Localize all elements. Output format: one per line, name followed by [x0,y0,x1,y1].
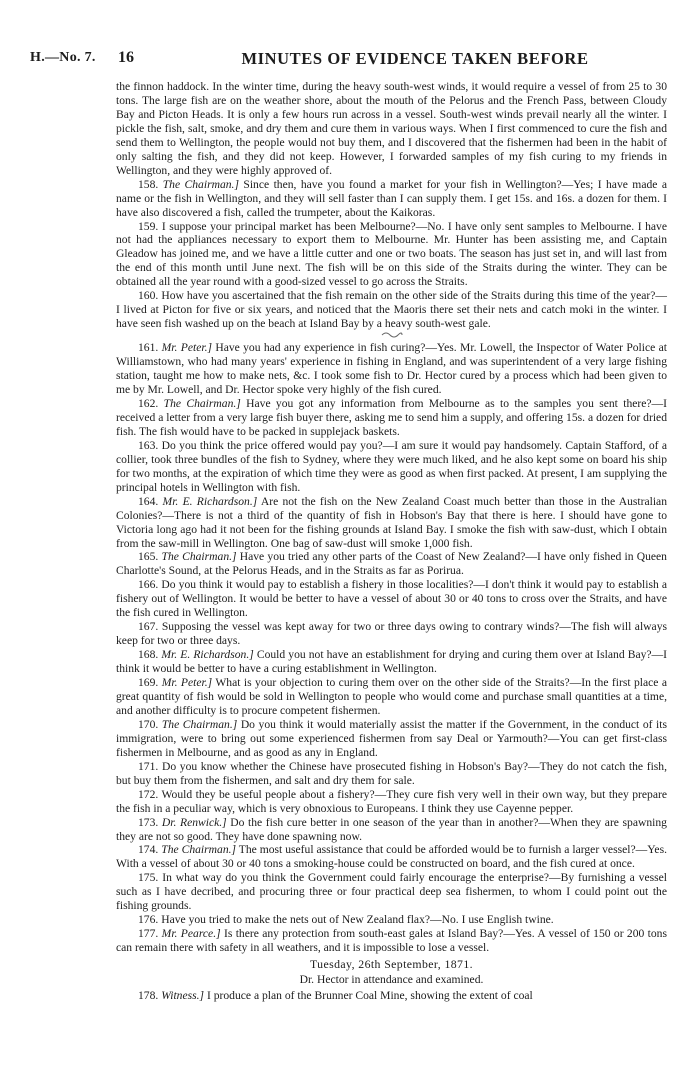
paragraph-text: Do you think it would pay to establish a fishery in those localities?—I don't think it would pay to establish a fishery out of Wellington. It would be better to have a vessel of about 30 or 40 tons to cross over the Straits, and have the fish cured in Wellington. [116,578,667,620]
paragraph-number: 176. [138,913,159,927]
paragraph-text: Are not the fish on the New Zealand Coast much better than those in the Australian Colonies?—There is not a third of the quantity of fish in Hobson's Bay that there is here. I should have gone to Victoria long ago had it not been for the fishing grounds at Island Bay. I smoke the fish with saw-dust, which I obtain from the saw-mill in Wellington. One bag of saw-dust will smoke 1,000 fish. [116,494,667,550]
evidence-paragraph [116,178,667,220]
evidence-paragraph [116,718,667,760]
paragraph-number: 163. [138,438,159,452]
speaker: Mr. Peter.] [161,676,213,690]
evidence-paragraph [116,871,667,913]
paragraph-text: The most useful assistance that could be afforded would be to furnish a larger vessel?—Yes. With a vessel of about 30 or 40 tons a smoking-house could be constructed on board, and the fish cured at once. [116,843,667,871]
paragraph-text: Would they be useful people about a fishery?—They cure fish very well in their own way, but they prepare the fish in a peculiar way, which is very obnoxious to Europeans. I think they use Cayenne pepper. [116,787,667,815]
speaker: Witness.] [161,989,205,1002]
speaker: The Chairman.] [163,396,241,410]
attendance-line: Dr. Hector in attendance and examined. [299,973,484,987]
evidence-paragraph [116,439,667,495]
evidence-paragraph [116,676,667,718]
speaker: Mr. Peter.] [161,341,212,355]
paragraph-text: I produce a plan of the Brunner Coal Mine, showing the extent of coal [206,989,533,1002]
paragraph-number: 173. [138,815,159,829]
speaker: The Chairman.] [161,843,237,857]
evidence-paragraph [116,843,667,871]
paragraph-number: 158. [138,177,159,191]
paragraph-text: Do you think the price offered would pay you?—I am sure it would pay handsomely. Captain Stafford, of a collier, took three bundles of the fish to Sydney, where they were much liked, and he also kept some on board his ship for two months, at the expiration of which time they were as good as when first packed. At present, I am supplying the principal hotels in Wellington with fish. [116,438,668,494]
paragraph-number: 168. [138,648,159,662]
document-body [116,80,667,1003]
evidence-paragraph [116,788,667,816]
paragraph-text: Is there any protection from south-east gales at Island Bay?—Yes. A vessel of 150 or 200 tons can remain there with safety in all weathers, and it is impossible to lose a vessel. [116,927,667,955]
page-header [30,50,670,72]
paragraph-number: 167. [138,620,159,634]
paragraph-text: I suppose your principal market has been Melbourne?—No. I have only sent samples to Melbourne. I have not had the appliances necessary to export them to Melbourne. Mr. Hunter has been assisting me, and Captain Gleadow has joined me, and we have a little cutter and one or two boats. The season has just set in, and will last from the end of this month until June next. The fish will be on this side of the Straits during the winter. They can be obtained all the year round with a good-sized vessel to go across the Straits. [116,219,667,289]
speaker: The Chairman.] [161,717,238,731]
page-title: MINUTES OF EVIDENCE TAKEN BEFORE [241,49,589,68]
paragraph-number: 166. [138,578,159,592]
evidence-paragraph [116,220,667,290]
paragraph-text: Could you not have an establishment for drying and curing them over at Island Bay?—I think it would be better to have a curing establishment in Wellington. [116,648,667,676]
evidence-paragraph [116,341,667,397]
evidence-paragraph [116,620,667,648]
paragraph-number: 174. [138,843,159,857]
evidence-paragraph [116,648,667,676]
evidence-paragraph [116,913,667,927]
speaker: Mr. E. Richardson.] [162,494,258,508]
speaker: Mr. E. Richardson.] [161,648,254,662]
paragraph-text: Have you tried to make the nets out of New Zealand flax?—No. I use English twine. [161,913,554,927]
paragraph-number: 164. [138,494,159,508]
paragraph-number: 170. [138,717,159,731]
paragraph-text: Supposing the vessel was kept away for two or three days owing to contrary winds?—The fish will always keep for two or three days. [116,620,667,648]
speaker: Dr. Renwick.] [161,815,227,829]
opening-paragraph: the finnon haddock. In the winter time, during the heavy south-west winds, it would require a vessel of from 25 to 30 tons. The large fish are on the weather shore, about the mouth of the Pelorus and the French Pass, between Cloudy Bay and Picton Heads. It is only a few hours run across in a vessel. South-west winds prevail nearly all the winter. I pickle the fish, salt, smoke, and dry them and cure them in various ways. When I first commenced to cure the fish and send them to Wellington, the people would not buy them, and I discovered that the fishermen had been in the habit of only salting the fish, and they did not keep. However, I forwarded samples of my fish curing to my friends in Wellington, and they were highly approved of. [116,80,667,177]
speaker: The Chairman.] [161,550,237,564]
evidence-paragraph [116,816,667,844]
paragraph-text: Have you tried any other parts of the Coast of New Zealand?—I have only fished in Queen Charlotte's Sound, at the Pelorus Heads, and in the Straits as far as Porirua. [116,550,667,578]
evidence-paragraph [116,289,667,331]
final-paragraph [116,989,667,1003]
paragraph-number: 165. [138,550,159,564]
paragraph-text: Since then, have you found a market for your fish in Wellington?—Yes; I have made a name or the fish in Wellington, and they will sell faster than I can supply them. I get 15s. and 16s. a dozen for them. I have also discovered a fish, called the trumpeter, about the Kaikoras. [116,177,667,219]
speaker: Mr. Pearce.] [161,927,221,941]
paragraph-text: Do you think it would materially assist the matter if the Government, in the conduct of its immigration, were to bring out some experienced fishermen from say Deal or Yarmouth?—You can get first-class fishermen in Melbourne, and as good as any in England. [116,717,667,759]
paragraph-text: Do you know whether the Chinese have prosecuted fishing in Hobson's Bay?—They do not catch the fish, but buy them from the fishermen, and salt and dry them for sale. [116,759,668,787]
evidence-paragraphs-part-2 [116,341,667,955]
paragraph-number: 172. [138,787,159,801]
paragraph-number: 162. [138,396,159,410]
evidence-paragraph [116,397,667,439]
paragraph-number: 177. [138,927,159,941]
speaker: The Chairman.] [162,177,239,191]
paragraph-text: Have you got any information from Melbourne as to the samples you sent there?—I received a letter from a very large fish buyer there, asking me to send him a supply, and offering 15s. a dozen for dried fish. The fish would have to be packed in supplejack baskets. [116,396,667,438]
evidence-paragraph [116,578,667,620]
page-number: 16 [118,49,134,66]
paragraph-number: 160. [138,289,159,303]
evidence-paragraph [116,495,667,551]
evidence-paragraph [116,927,667,955]
paragraph-number: 178. [138,989,159,1002]
paragraph-number: 171. [138,759,159,773]
evidence-paragraph [116,760,667,788]
evidence-paragraphs-part-1 [116,178,667,341]
printer-ornament [116,331,667,341]
paragraph-number: 175. [138,871,159,885]
paragraph-number: 169. [138,676,159,690]
paragraph-text: In what way do you think the Government could fairly encourage the enterprise?—By furnishing a vessel such as I have decribed, and procuring three or four practical deep sea fishermen, to whom I could point out the fishing grounds. [116,871,667,913]
paragraph-text: How have you ascertained that the fish remain on the other side of the Straits during this time of the year?—I lived at Picton for five or six years, and noticed that the Maoris there set their nets and catch moki in the winter. I have seen fish washed up on the beach at Island Bay by a heavy south-west gale. [116,289,667,331]
evidence-paragraph [116,550,667,578]
paragraph-text: What is your objection to curing them over on the other side of the Straits?—In the first place a great quantity of fish would be sold in Wellington to people who would come and purchase small quantities at a time, and another difficulty is to procure competent fishermen. [116,676,667,717]
session-date: Tuesday, 26th September, 1871. [309,957,474,972]
paragraph-text: Do the fish cure better in one season of the year than in another?—When they are spawning they are not so good. They have done spawning now. [116,815,667,843]
paragraph-text: Have you had any experience in fish curing?—Yes. Mr. Lowell, the Inspector of Water Police at Williamstown, who had many years' experience in fishing in England, and was superintendent of a very large fishing station, taught me how to make nets, &c. I took some fish to Dr. Hector cured by a process which had been given to me by Mr. Lowell, and Dr. Hector spoke very highly of the fish cured. [116,341,667,397]
document-reference: H.—No. 7. [30,50,96,65]
paragraph-number: 159. [138,219,159,233]
paragraph-number: 161. [138,341,159,355]
